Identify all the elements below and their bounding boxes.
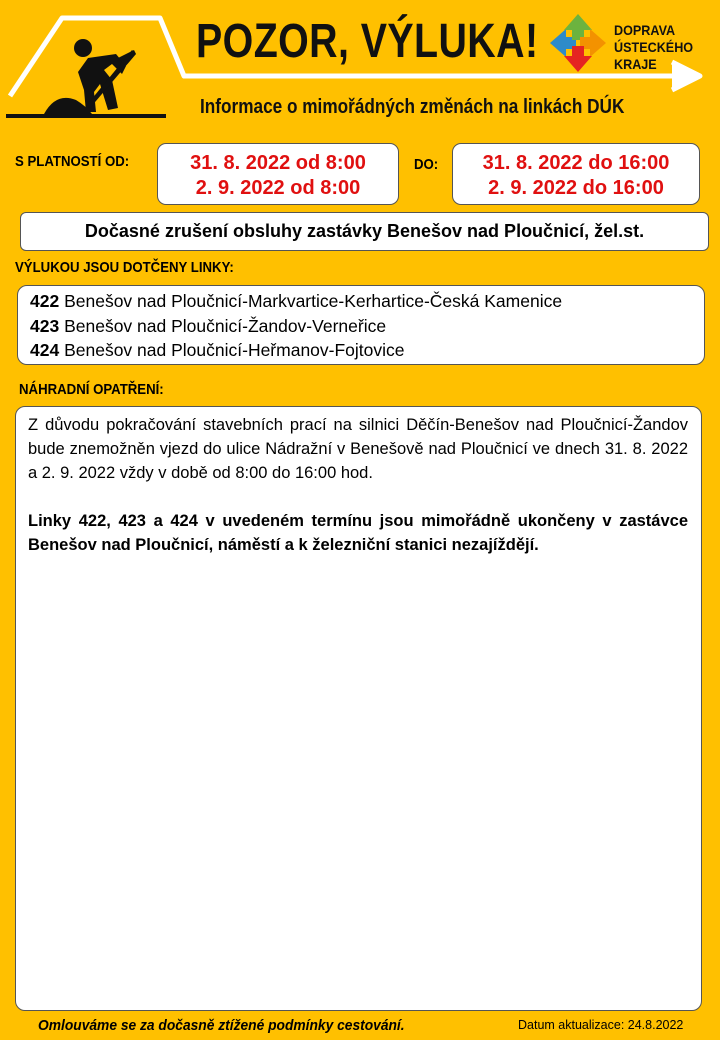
duk-logo-icon [550, 14, 606, 72]
line-number: 423 [30, 315, 60, 336]
valid-from-date: 2. 9. 2022 od 8:00 [195, 177, 361, 199]
affected-lines-label: VÝLUKOU JSOU DOTČENY LINKY: [15, 259, 234, 276]
valid-from-label: S PLATNOSTÍ OD: [15, 153, 130, 170]
list-item [30, 338, 692, 363]
affected-lines-box [17, 285, 705, 365]
brand-line: ÚSTECKÉHO [614, 39, 694, 55]
page-subtitle: Informace o mimořádných změnách na linkách DÚK [200, 96, 625, 118]
road-worker-icon [6, 39, 166, 118]
measures-paragraph: Z důvodu pokračování stavebních prací na silnici Děčín-Benešov nad Ploučnicí-Žandov bude znemožněn vjezd do ulice Nádražní v Benešově nad Ploučnicí ve dnech 31. 8. 2022 a 2. 9. 2022 vždy v době od 8:00 do 16:00 hod. [28, 416, 688, 482]
brand-line: KRAJE [614, 56, 657, 72]
list-item [30, 289, 692, 314]
brand-line: DOPRAVA [614, 22, 676, 38]
brand-name [614, 22, 693, 73]
valid-to-date: 2. 9. 2022 do 16:00 [488, 177, 664, 199]
footer-apology: Omlouváme se za dočasně ztížené podmínky cestování. [38, 1017, 405, 1034]
measures-paragraph-bold: Linky 422, 423 a 424 v uvedeném termínu jsou mimořádně ukončeny v zastávce Benešov nad Ploučnicí, náměstí a k železniční stanici nezajíždějí. [28, 512, 688, 554]
measures-box [15, 406, 702, 1011]
headline: Dočasné zrušení obsluhy zastávky Benešov nad Ploučnicí, žel.st. [20, 212, 709, 251]
line-route: Benešov nad Ploučnicí-Žandov-Verneřice [64, 315, 387, 336]
update-date: Datum aktualizace: 24.8.2022 [518, 1018, 684, 1032]
line-number: 424 [30, 340, 60, 360]
list-item [30, 314, 692, 339]
valid-from-date: 31. 8. 2022 od 8:00 [190, 152, 366, 174]
line-route: Benešov nad Ploučnicí-Heřmanov-Fojtovice [64, 340, 405, 360]
valid-from-box [157, 143, 399, 205]
valid-to-box [452, 143, 700, 205]
valid-to-date: 31. 8. 2022 do 16:00 [482, 152, 670, 174]
line-number: 422 [30, 291, 60, 311]
valid-to-label: DO: [414, 156, 439, 173]
line-route: Benešov nad Ploučnicí-Markvartice-Kerhartice-Česká Kamenice [64, 291, 563, 311]
page-title: POZOR, VÝLUKA! [196, 15, 539, 68]
measures-label: NÁHRADNÍ OPATŘENÍ: [19, 381, 164, 398]
